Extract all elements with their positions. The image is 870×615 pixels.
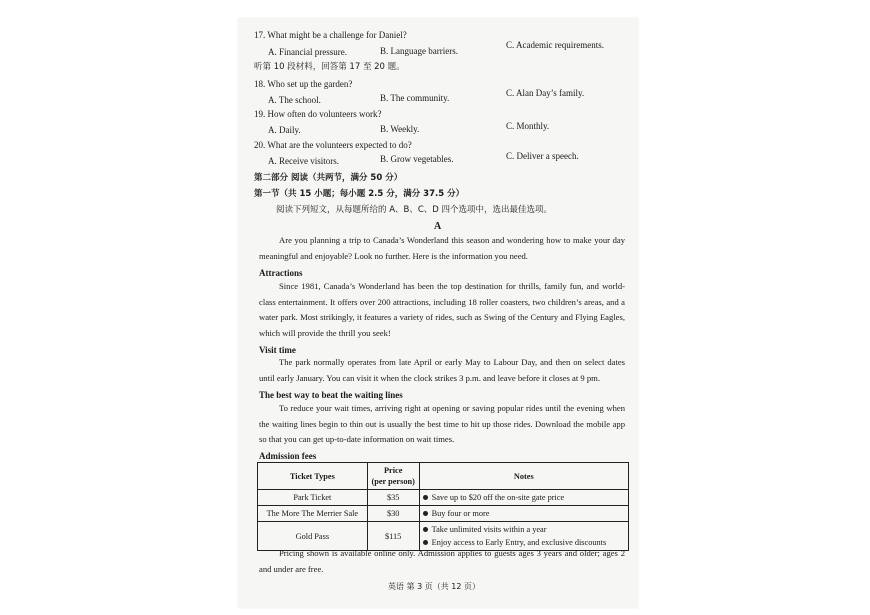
q19-option-a: A. Daily. — [268, 125, 301, 135]
question-19: 19. How often do volunteers work? — [254, 109, 382, 119]
admission-fees-heading: Admission fees — [259, 451, 317, 461]
q18-option-b: B. The community. — [380, 93, 450, 103]
visit-time-paragraph: The park normally operates from late April or early May to Labour Day, and then on select dates until early January. You can visit it when the clock strikes 3 p.m. and leave before it closes at 9 pm. — [259, 357, 625, 383]
attractions-heading: Attractions — [259, 268, 303, 278]
notes-cell: Save up to $20 off the on-site gate price — [419, 490, 628, 506]
listen-instruction: 听第 10 段材料，回答第 17 至 20 题。 — [254, 62, 405, 72]
bullet-icon — [423, 495, 428, 500]
section-part-two: 第二部分 阅读（共两节，满分 50 分） — [254, 173, 403, 183]
page-footer: 英语 第 3 页（共 12 页） — [388, 582, 480, 591]
q20-option-c: C. Deliver a speech. — [506, 151, 579, 161]
passage-letter: A — [434, 221, 442, 232]
q18-option-c: C. Alan Day’s family. — [506, 88, 585, 98]
intro-paragraph: Are you planning a trip to Canada’s Wonderland this season and wondering how to make your day meaningful and enjoyable? Look no further. Here is the information you need. — [259, 235, 625, 261]
ticket-type-cell: The More The Merrier Sale — [258, 506, 368, 522]
q17-option-b: B. Language barriers. — [380, 46, 458, 56]
notes-cell: Buy four or more — [419, 506, 628, 522]
col-price: Price (per person) — [367, 463, 419, 490]
waiting-lines-heading: The best way to beat the waiting lines — [259, 390, 403, 400]
exam-page — [238, 18, 638, 608]
question-17: 17. What might be a challenge for Daniel? — [254, 30, 407, 40]
q19-option-b: B. Weekly. — [380, 124, 420, 134]
waiting-lines-paragraph: To reduce your wait times, arriving right at opening or saving popular rides until the evening when the waiting lines begin to thin out is usually the best time to hit up those rides. Download the mobile app so that you can get up-to-date information on wait times. — [259, 403, 625, 445]
notes-cell: Take unlimited visits within a year Enjoy access to Early Entry, and exclusive discounts — [419, 522, 628, 551]
col-ticket-types: Ticket Types — [258, 463, 368, 490]
bullet-icon — [423, 527, 428, 532]
price-cell: $35 — [367, 490, 419, 506]
q17-option-a: A. Financial pressure. — [268, 47, 347, 57]
admission-fees-table — [257, 462, 629, 551]
q17-option-c: C. Academic requirements. — [506, 40, 604, 50]
q20-option-a: A. Receive visitors. — [268, 156, 339, 166]
visit-time-heading: Visit time — [259, 345, 296, 355]
table-row — [258, 506, 629, 522]
pricing-footnote: Pricing shown is available online only. Admission applies to guests ages 3 years and older; ages 2 and under are free. — [259, 548, 625, 574]
reading-instruction: 阅读下列短文，从每题所给的 A、B、C、D 四个选项中，选出最佳选项。 — [276, 205, 553, 215]
bullet-icon — [423, 540, 428, 545]
question-20: 20. What are the volunteers expected to do? — [254, 140, 412, 150]
ticket-type-cell: Park Ticket — [258, 490, 368, 506]
attractions-paragraph: Since 1981, Canada’s Wonderland has been the top destination for thrills, family fun, and world-class entertainment. It offers over 200 attractions, including 18 roller coasters, two children’s areas, and a water park. Most strikingly, it features a variety of rides, such as Swing of the Century and Flying Eagles, which will provide the thrill you seek! — [259, 281, 625, 338]
q20-option-b: B. Grow vegetables. — [380, 154, 454, 164]
table-header-row — [258, 463, 629, 490]
section-one: 第一节（共 15 小题；每小题 2.5 分，满分 37.5 分） — [254, 189, 465, 199]
price-cell: $115 — [367, 522, 419, 551]
table-row — [258, 490, 629, 506]
question-18: 18. Who set up the garden? — [254, 79, 353, 89]
ticket-type-cell: Gold Pass — [258, 522, 368, 551]
q18-option-a: A. The school. — [268, 95, 321, 105]
bullet-icon — [423, 511, 428, 516]
col-notes: Notes — [419, 463, 628, 490]
price-cell: $30 — [367, 506, 419, 522]
q19-option-c: C. Monthly. — [506, 121, 550, 131]
